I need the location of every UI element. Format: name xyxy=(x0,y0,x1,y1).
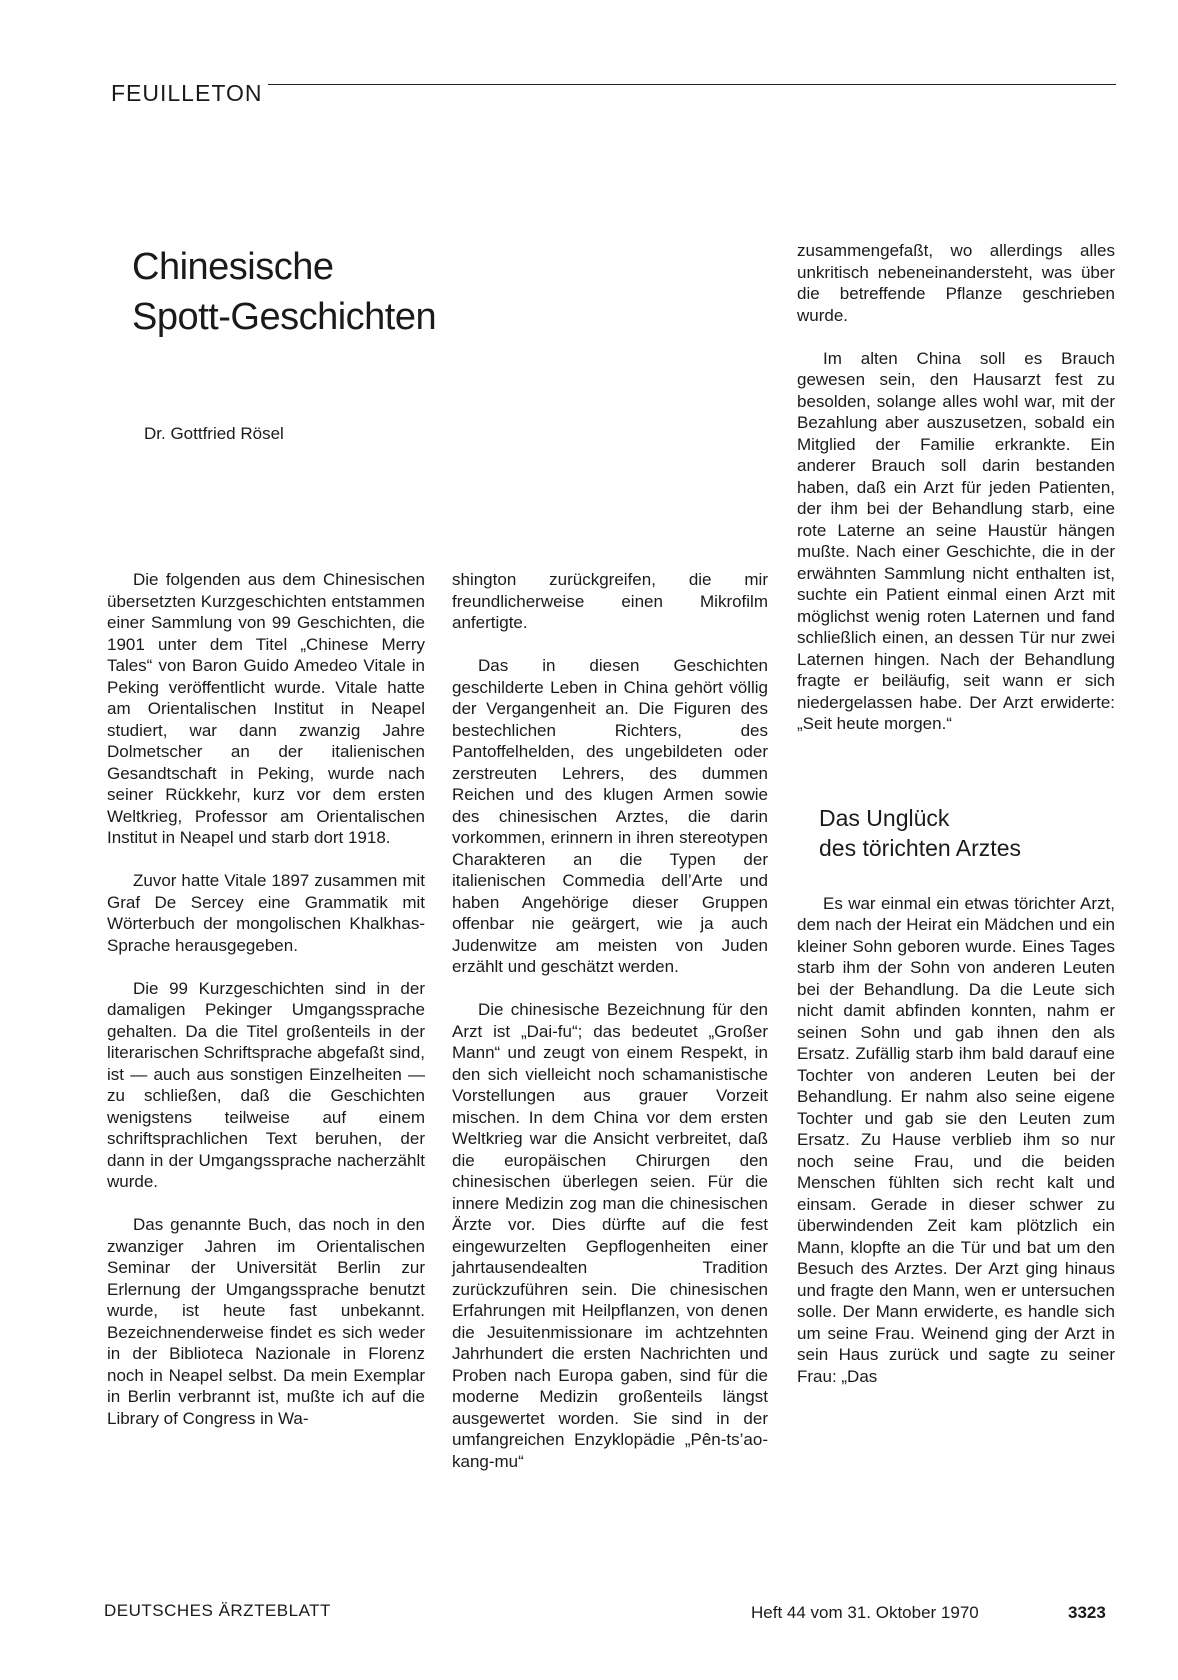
text-column-2 xyxy=(452,569,768,1494)
article-title xyxy=(132,242,436,342)
paragraph: Es war einmal ein etwas törichter Arzt, dem nach der Heirat ein Mädchen und ein kleiner Sohn geboren wurde. Eines Tages starb ihm der Sohn von anderen Leuten bei der Behandlung. Da die Leute sich nicht damit abfinden konnten, nahm er seinen Sohn und gab ihnen den als Ersatz. Zufällig starb ihm bald darauf eine Tochter von anderen Leuten bei der Behandlung. Er nahm also seine eigene Tochter und gab sie den Leuten zum Ersatz. Zu Hause verblieb ihm so nur noch seine Frau, und die beiden Menschen fühlten sich recht kalt und einsam. Gerade in dieser schwer zu überwindenden Zeit kam plötzlich ein Mann, klopfte an die Tür und bat um den Besuch des Arztes. Der Arzt ging hinaus und fragte den Mann, wen er untersuchen solle. Der Mann erwiderte, es handle sich um seine Frau. Weinend ging der Arzt in sein Haus zurück und sagte zu seiner Frau: „Das xyxy=(797,893,1115,1386)
subheading xyxy=(819,803,1115,863)
title-line-1: Chinesische xyxy=(132,246,334,288)
paragraph: shington zurückgreifen, die mir freundlicherweise einen Mikrofilm anfertigte. xyxy=(452,570,768,632)
paragraph: Im alten China soll es Brauch gewesen sein, den Hausarzt fest zu besolden, solange alles wohl war, mit der Bezahlung aber auszusetzen, sobald ein Mitglied der Familie erkrankte. Ein anderer Brauch soll darin bestanden haben, daß ein Arzt für jeden Patienten, der ihm bei der Behandlung starb, eine rote Laterne an seine Haustür hängen mußte. Nach einer Geschichte, die in der erwähnten Sammlung nicht enthalten ist, suchte ein Patient einmal einen Arzt mit möglichst wenig roten Laternen und fand schließlich einen, an dessen Tür nur zwei Laternen hingen. Nach der Behandlung fragte er beiläufig, seit wann er sich niedergelassen habe. Der Arzt erwiderte: „Seit heute morgen.“ xyxy=(797,348,1115,733)
footer-journal: DEUTSCHES ÄRZTEBLATT xyxy=(104,1601,331,1620)
section-rule xyxy=(268,84,1116,85)
paragraph: Die chinesische Bezeichnung für den Arzt ist „Dai-fu“; das bedeutet „Großer Mann“ und zeugt von einem Respekt, in den sich vielleicht noch schamanistische Vorstellungen aus grauer Vorzeit mischen. In dem China vor dem ersten Weltkrieg war die Ansicht verbreitet, daß die europäischen Chirurgen den chinesischen überlegen seien. Für die innere Medizin zog man die chinesischen Ärzte vor. Dies dürfte auf die fest eingewurzelten Gepflogenheiten einer jahrtausendealten Tradition zurückzuführen sein. Die chinesischen Erfahrungen mit Heilpflanzen, von denen die Jesuitenmissionare im achtzehnten Jahrhundert die ersten Nachrichten und Proben nach Europa gaben, sind für die moderne Medizin großenteils längst ausgewertet worden. Sie sind in der umfangreichen Enzyklopädie „Pên-ts’ao-kang-mu“ xyxy=(452,1000,768,1471)
paragraph: Das in diesen Geschichten geschilderte Leben in China gehört völlig der Vergangenheit an. Die Figuren des bestechlichen Richters, des Pantoffelhelden, des ungebildeten oder zerstreuten Lehrers, des dummen Reichen und des klugen Armen sowie des chinesischen Arztes, die darin vorkommen, erinnern in ihren stereotypen Charakteren an die Typen der italienischen Commedia dell’Arte und haben Angehörige dieser Gruppen offenbar nie geärgert, wie ja auch Judenwitze am meisten von Juden erzählt und geschätzt werden. xyxy=(452,656,768,976)
paragraph: Das genannte Buch, das noch in den zwanziger Jahren im Orientalischen Seminar der Universität Berlin zur Erlernung der Umgangssprache benutzt wurde, ist heute fast unbekannt. Bezeichnenderweise findet es sich weder in der Biblioteca Nazionale in Florenz noch in Neapel selbst. Da mein Exemplar in Berlin verbrannt ist, mußte ich auf die Library of Congress in Wa- xyxy=(107,1215,425,1428)
paragraph: Zuvor hatte Vitale 1897 zusammen mit Graf De Sercey eine Grammatik mit Wörterbuch der mongolischen Khalkhas-Sprache herausgegeben. xyxy=(107,871,425,955)
page-number: 3323 xyxy=(1068,1603,1106,1622)
subheading-line-2: des törichten Arztes xyxy=(819,834,1021,861)
text-column-3 xyxy=(797,240,1115,1409)
section-label: FEUILLETON xyxy=(111,80,263,106)
text-column-1 xyxy=(107,569,425,1451)
footer-issue: Heft 44 vom 31. Oktober 1970 xyxy=(751,1603,979,1622)
paragraph: Die folgenden aus dem Chinesischen übersetzten Kurzgeschichten entstammen einer Sammlung von 99 Geschichten, die 1901 unter dem Titel „Chinese Merry Tales“ von Baron Guido Amedeo Vitale in Peking veröffentlicht wurde. Vitale hatte am Orientalischen Institut in Neapel studiert, war dann zwanzig Jahre Dolmetscher an der italienischen Gesandtschaft in Peking, wurde nach seiner Rückkehr, kurz vor dem ersten Weltkrieg, Professor am Orientalischen Institut in Neapel und starb dort 1918. xyxy=(107,570,425,847)
title-line-2: Spott-Geschichten xyxy=(132,296,437,338)
subheading-line-1: Das Unglück xyxy=(819,804,950,831)
paragraph: Die 99 Kurzgeschichten sind in der damaligen Pekinger Umgangssprache gehalten. Da die Titel großenteils in der literarischen Schriftsprache abgefaßt sind, ist — auch aus sonstigen Einzelheiten — zu schließen, daß die Geschichten wenigstens teilweise auf einem schriftsprachlichen Text beruhen, der dann in der Umgangssprache nacherzählt wurde. xyxy=(107,978,425,1191)
paragraph: zusammengefaßt, wo allerdings alles unkritisch nebeneinandersteht, was über die betreffende Pflanze geschrieben wurde. xyxy=(797,241,1115,325)
author-byline: Dr. Gottfried Rösel xyxy=(144,424,284,443)
